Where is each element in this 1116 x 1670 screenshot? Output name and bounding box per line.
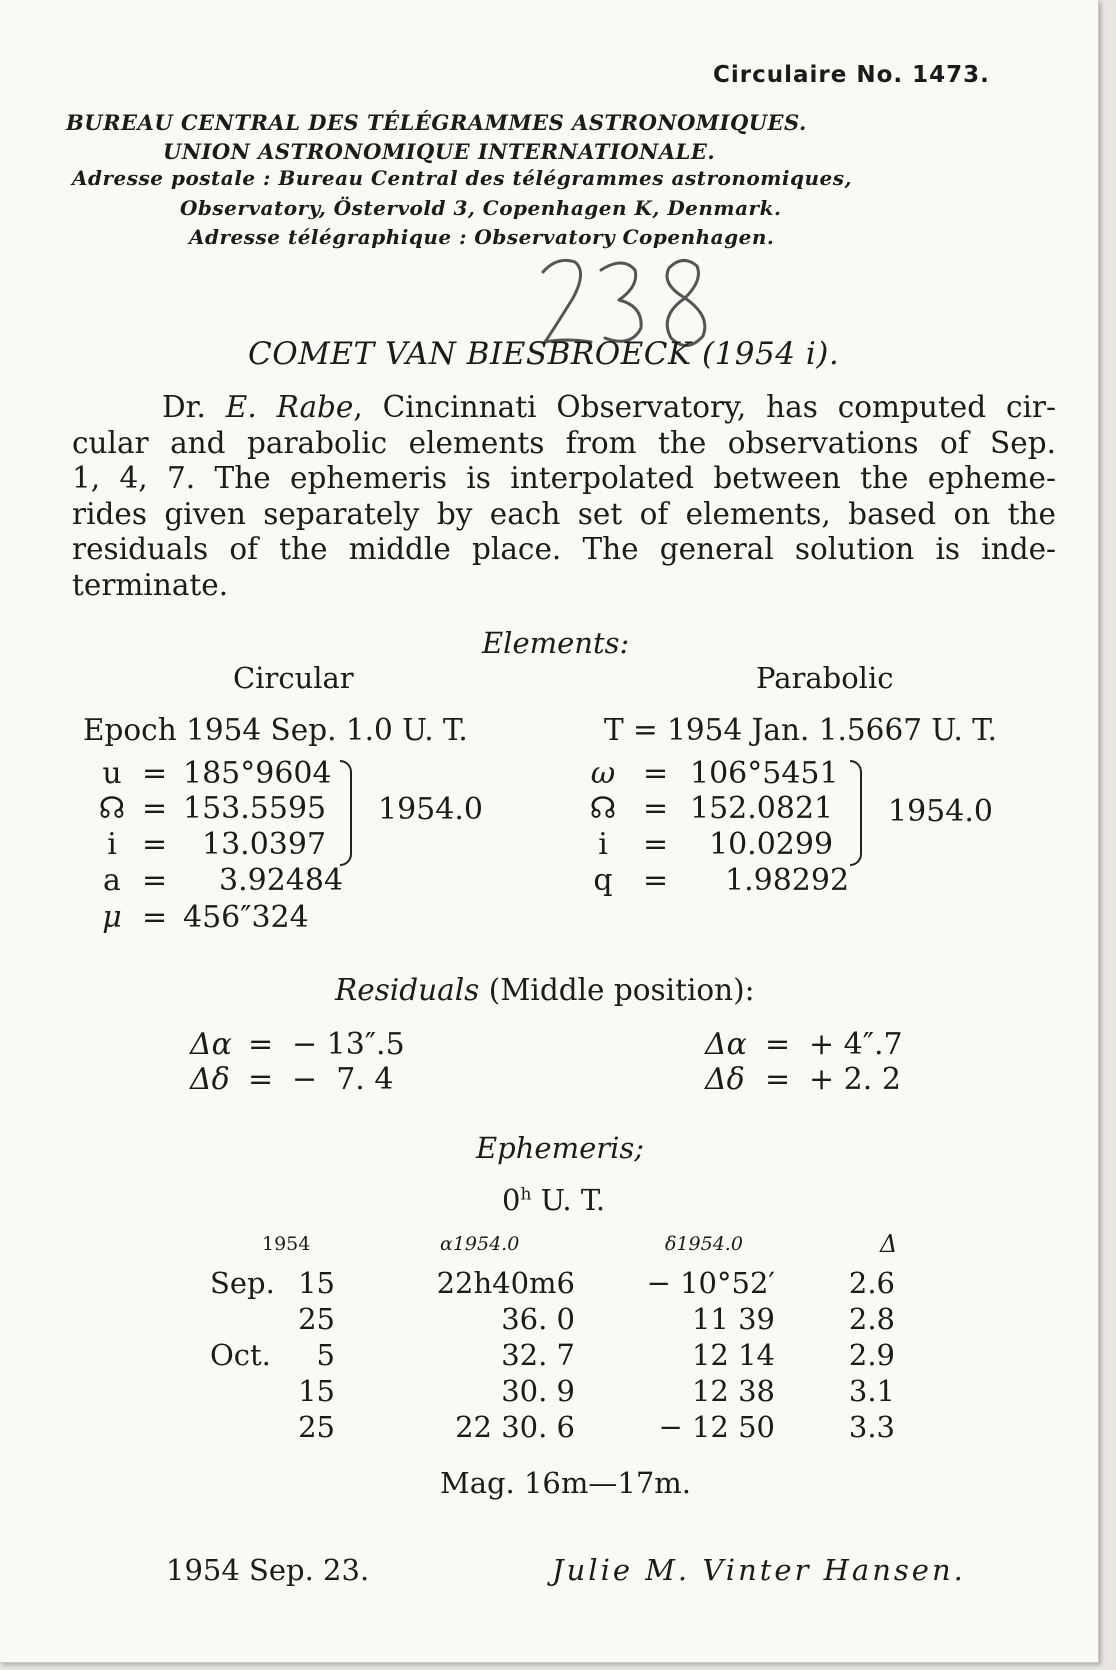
- ephemeris-row: [210, 1301, 895, 1337]
- elem-equals: =: [643, 863, 669, 898]
- ephemeris-row: [210, 1337, 895, 1373]
- signature: Julie M. Vinter Hansen.: [552, 1553, 966, 1587]
- row-declination: − 12 50: [658, 1410, 775, 1444]
- elem-symbol: q: [593, 863, 613, 898]
- row-declination: 12 14: [691, 1338, 775, 1372]
- ephemeris-time: 0$^h$ U. T.: [502, 1183, 606, 1217]
- row-right-ascension: 36. 0: [501, 1302, 575, 1336]
- circular-equinox: 1954.0: [378, 792, 483, 827]
- residual-symbol: Δδ: [705, 1062, 745, 1097]
- residual-equals: =: [765, 1062, 791, 1097]
- postal-address-line-2: Observatory, Östervold 3, Copenhagen K, Denmark.: [180, 196, 782, 220]
- elem-equals: =: [643, 756, 669, 791]
- residual-value: + 4″.7: [809, 1027, 903, 1062]
- row-right-ascension: 22h40m6: [436, 1266, 575, 1300]
- elem-symbol: ω: [590, 756, 616, 791]
- residual-symbol: Δα: [190, 1027, 232, 1062]
- row-day: 5: [316, 1338, 335, 1372]
- elem-equals: =: [142, 827, 168, 862]
- row-delta: 2.6: [848, 1266, 895, 1300]
- row-right-ascension: 22 30. 6: [455, 1410, 575, 1444]
- row-delta: 2.9: [848, 1338, 895, 1372]
- row-right-ascension: 30. 9: [501, 1374, 575, 1408]
- elem-equals: =: [142, 900, 168, 935]
- paragraph-line: Dr. E. Rabe, Cincinnati Observatory, has computed cir-: [162, 390, 1056, 424]
- elem-symbol: i: [107, 827, 117, 862]
- ephemeris-row: [210, 1373, 895, 1409]
- elem-value: 185°9604: [183, 756, 332, 791]
- col-delta: Δ: [880, 1230, 898, 1258]
- residual-symbol: Δδ: [190, 1062, 230, 1097]
- elem-value: 3.92484: [219, 863, 344, 898]
- elem-value: 456″324: [183, 900, 309, 935]
- paragraph-line: 1, 4, 7. The ephemeris is interpolated between the epheme-: [72, 461, 1056, 495]
- elem-symbol: u: [102, 756, 122, 791]
- circular-brace: [340, 760, 352, 866]
- row-declination: 11 39: [691, 1302, 775, 1336]
- paragraph-line: cular and parabolic elements from the observations of Sep.: [72, 425, 1056, 460]
- residual-value: − 7. 4: [292, 1062, 394, 1097]
- postal-address-line-1: Adresse postale : Bureau Central des télégrammes astronomiques,: [72, 166, 852, 190]
- elem-symbol: μ: [102, 900, 122, 935]
- elem-value: 10.0299: [709, 827, 834, 862]
- row-delta: 2.8: [848, 1302, 895, 1336]
- elem-equals: =: [643, 791, 669, 826]
- ephemeris-heading: Ephemeris;: [476, 1131, 645, 1165]
- elem-equals: =: [142, 863, 168, 898]
- paragraph-line: residuals of the middle place. The general solution is inde-: [72, 532, 1056, 566]
- parabolic-heading: Parabolic: [756, 661, 894, 695]
- magnitude-range: Mag. 16m—17m.: [440, 1466, 692, 1500]
- ephemeris-row: [210, 1265, 895, 1301]
- bureau-name: BUREAU CENTRAL DES TÉLÉGRAMMES ASTRONOMIQUES.: [66, 110, 807, 135]
- elem-symbol: i: [598, 827, 608, 862]
- intro-paragraph: [72, 390, 1056, 603]
- circular-epoch: Epoch 1954 Sep. 1.0 U. T.: [83, 713, 468, 747]
- residual-equals: =: [248, 1062, 274, 1097]
- elem-symbol: a: [103, 863, 121, 898]
- comet-title: COMET VAN BIESBROECK (1954 i).: [248, 336, 840, 372]
- parabolic-brace: [850, 760, 862, 866]
- residuals-heading: Residuals (Middle position):: [335, 973, 755, 1007]
- row-delta: 3.1: [848, 1374, 895, 1408]
- node-icon: ☊: [98, 791, 126, 826]
- elem-value: 152.0821: [690, 791, 834, 826]
- residual-symbol: Δα: [705, 1027, 747, 1062]
- union-name: UNION ASTRONOMIQUE INTERNATIONALE.: [163, 139, 716, 164]
- row-month: [210, 1301, 280, 1337]
- elem-equals: =: [142, 791, 168, 826]
- col-declination: δ1954.0: [665, 1233, 743, 1255]
- parabolic-epoch: T = 1954 Jan. 1.5667 U. T.: [604, 713, 997, 747]
- row-month: [210, 1373, 280, 1409]
- elem-equals: =: [643, 827, 669, 862]
- residual-equals: =: [248, 1027, 274, 1062]
- row-month: [210, 1409, 280, 1445]
- residual-value: − 13″.5: [292, 1027, 405, 1062]
- row-declination: 12 38: [691, 1374, 775, 1408]
- node-icon: ☊: [589, 791, 617, 826]
- row-month: Oct.: [210, 1338, 271, 1372]
- circular-heading: Circular: [233, 661, 354, 695]
- paragraph-line: terminate.: [72, 567, 229, 602]
- paragraph-line: rides given separately by each set of elements, based on the: [72, 496, 1056, 531]
- elements-heading: Elements:: [482, 626, 630, 660]
- author-name: E. Rabe: [225, 390, 354, 424]
- col-year: 1954: [262, 1233, 311, 1255]
- ephemeris-row: [210, 1409, 895, 1445]
- col-right-ascension: α1954.0: [440, 1233, 520, 1255]
- residual-equals: =: [765, 1027, 791, 1062]
- elem-equals: =: [142, 756, 168, 791]
- residual-value: + 2. 2: [809, 1062, 901, 1097]
- elem-value: 106°5451: [690, 756, 839, 791]
- row-declination: − 10°52′: [646, 1266, 775, 1300]
- telegraphic-address: Adresse télégraphique : Observatory Copenhagen.: [189, 225, 775, 249]
- row-day: 25: [298, 1302, 335, 1336]
- row-day: 15: [298, 1374, 335, 1408]
- elem-value: 1.98292: [725, 863, 850, 898]
- parabolic-equinox: 1954.0: [888, 794, 993, 829]
- row-day: 15: [298, 1266, 335, 1300]
- row-month: Sep.: [210, 1266, 275, 1300]
- row-day: 25: [298, 1410, 335, 1444]
- elem-value: 153.5595: [183, 791, 327, 826]
- row-delta: 3.3: [848, 1410, 895, 1444]
- row-right-ascension: 32. 7: [501, 1338, 575, 1372]
- issue-date: 1954 Sep. 23.: [166, 1553, 370, 1587]
- circular-number: Circulaire No. 1473.: [713, 62, 990, 88]
- elem-value: 13.0397: [202, 827, 327, 862]
- ephemeris-table: [210, 1265, 895, 1445]
